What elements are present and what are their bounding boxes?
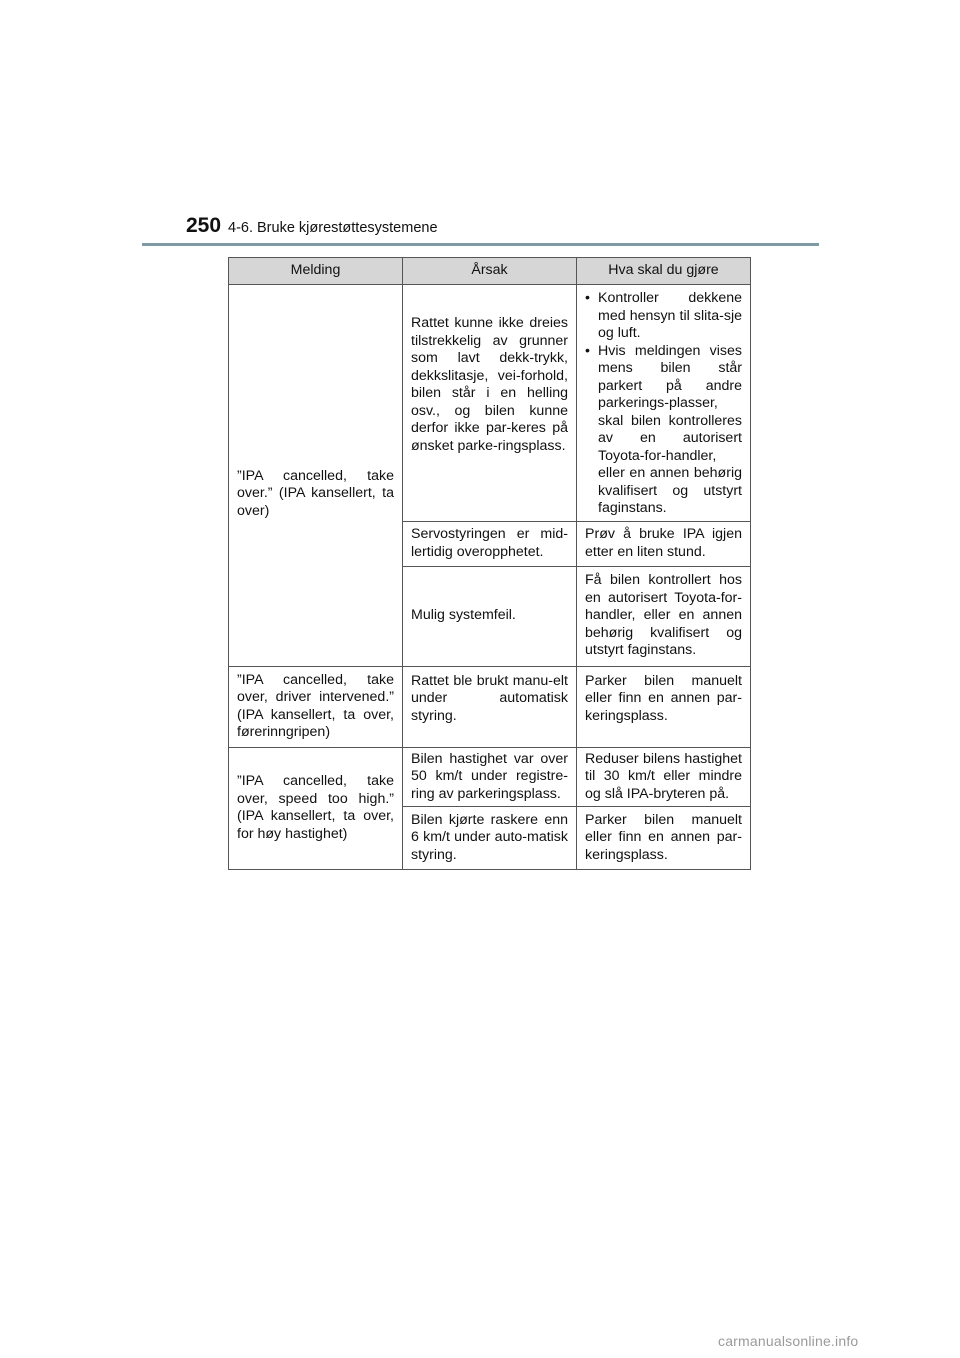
watermark: carmanualsonline.info bbox=[718, 1333, 859, 1349]
list-item: • Kontroller dekkene med hensyn til slita-sje og luft. bbox=[585, 290, 742, 343]
message-cell: ”IPA cancelled, take over.” (IPA kansellert, ta over) bbox=[229, 285, 403, 667]
table-row bbox=[229, 747, 751, 807]
column-header-cause: Årsak bbox=[403, 258, 577, 285]
column-header-action: Hva skal du gjøre bbox=[577, 258, 751, 285]
table-row bbox=[229, 285, 751, 522]
action-cell: Få bilen kontrollert hos en autorisert Toyota-for-handler, eller en annen behørig kvalifisert og utstyrt faginstans. bbox=[577, 566, 751, 666]
message-cell: ”IPA cancelled, take over, driver intervened.” (IPA kansellert, ta over, førerinngripen) bbox=[229, 666, 403, 747]
table-row bbox=[229, 666, 751, 747]
column-header-message: Melding bbox=[229, 258, 403, 285]
action-cell bbox=[577, 285, 751, 522]
cause-cell: Bilen kjørte raskere enn 6 km/t under auto-matisk styring. bbox=[403, 807, 577, 870]
message-cell: ”IPA cancelled, take over, speed too high.” (IPA kansellert, ta over, for høy hastighet) bbox=[229, 747, 403, 870]
table-header-row bbox=[229, 258, 751, 285]
header-rule bbox=[142, 243, 819, 246]
cause-cell: Servostyringen er mid-lertidig overopphetet. bbox=[403, 521, 577, 566]
action-cell: Parker bilen manuelt eller finn en annen par-keringsplass. bbox=[577, 807, 751, 870]
cause-cell: Bilen hastighet var over 50 km/t under registre-ring av parkeringsplass. bbox=[403, 747, 577, 807]
section-title: 4-6. Bruke kjørestøttesystemene bbox=[228, 220, 438, 236]
action-cell: Reduser bilens hastighet til 30 km/t eller mindre og slå IPA-bryteren på. bbox=[577, 747, 751, 807]
action-cell: Prøv å bruke IPA igjen etter en liten stund. bbox=[577, 521, 751, 566]
cause-cell: Mulig systemfeil. bbox=[403, 566, 577, 666]
list-item: • Hvis meldingen vises mens bilen står parkert på andre parkerings-plasser, skal bilen kontrolleres av en autorisert Toyota-for-handler, eller en annen behørig kvalifisert og utstyrt faginstans. bbox=[585, 343, 742, 518]
action-cell: Parker bilen manuelt eller finn en annen par-keringsplass. bbox=[577, 666, 751, 747]
cause-cell: Rattet ble brukt manu-elt under automatisk styring. bbox=[403, 666, 577, 747]
cause-cell: Rattet kunne ikke dreies tilstrekkelig av grunner som lavt dekk-trykk, dekkslitasje, vei-forhold, bilen står i en helling osv., og bilen kunne derfor ikke par-keres på ønsket parke-ringsplass. bbox=[403, 285, 577, 522]
message-table bbox=[228, 257, 751, 870]
page-number: 250 bbox=[186, 214, 222, 237]
action-list bbox=[585, 290, 742, 518]
